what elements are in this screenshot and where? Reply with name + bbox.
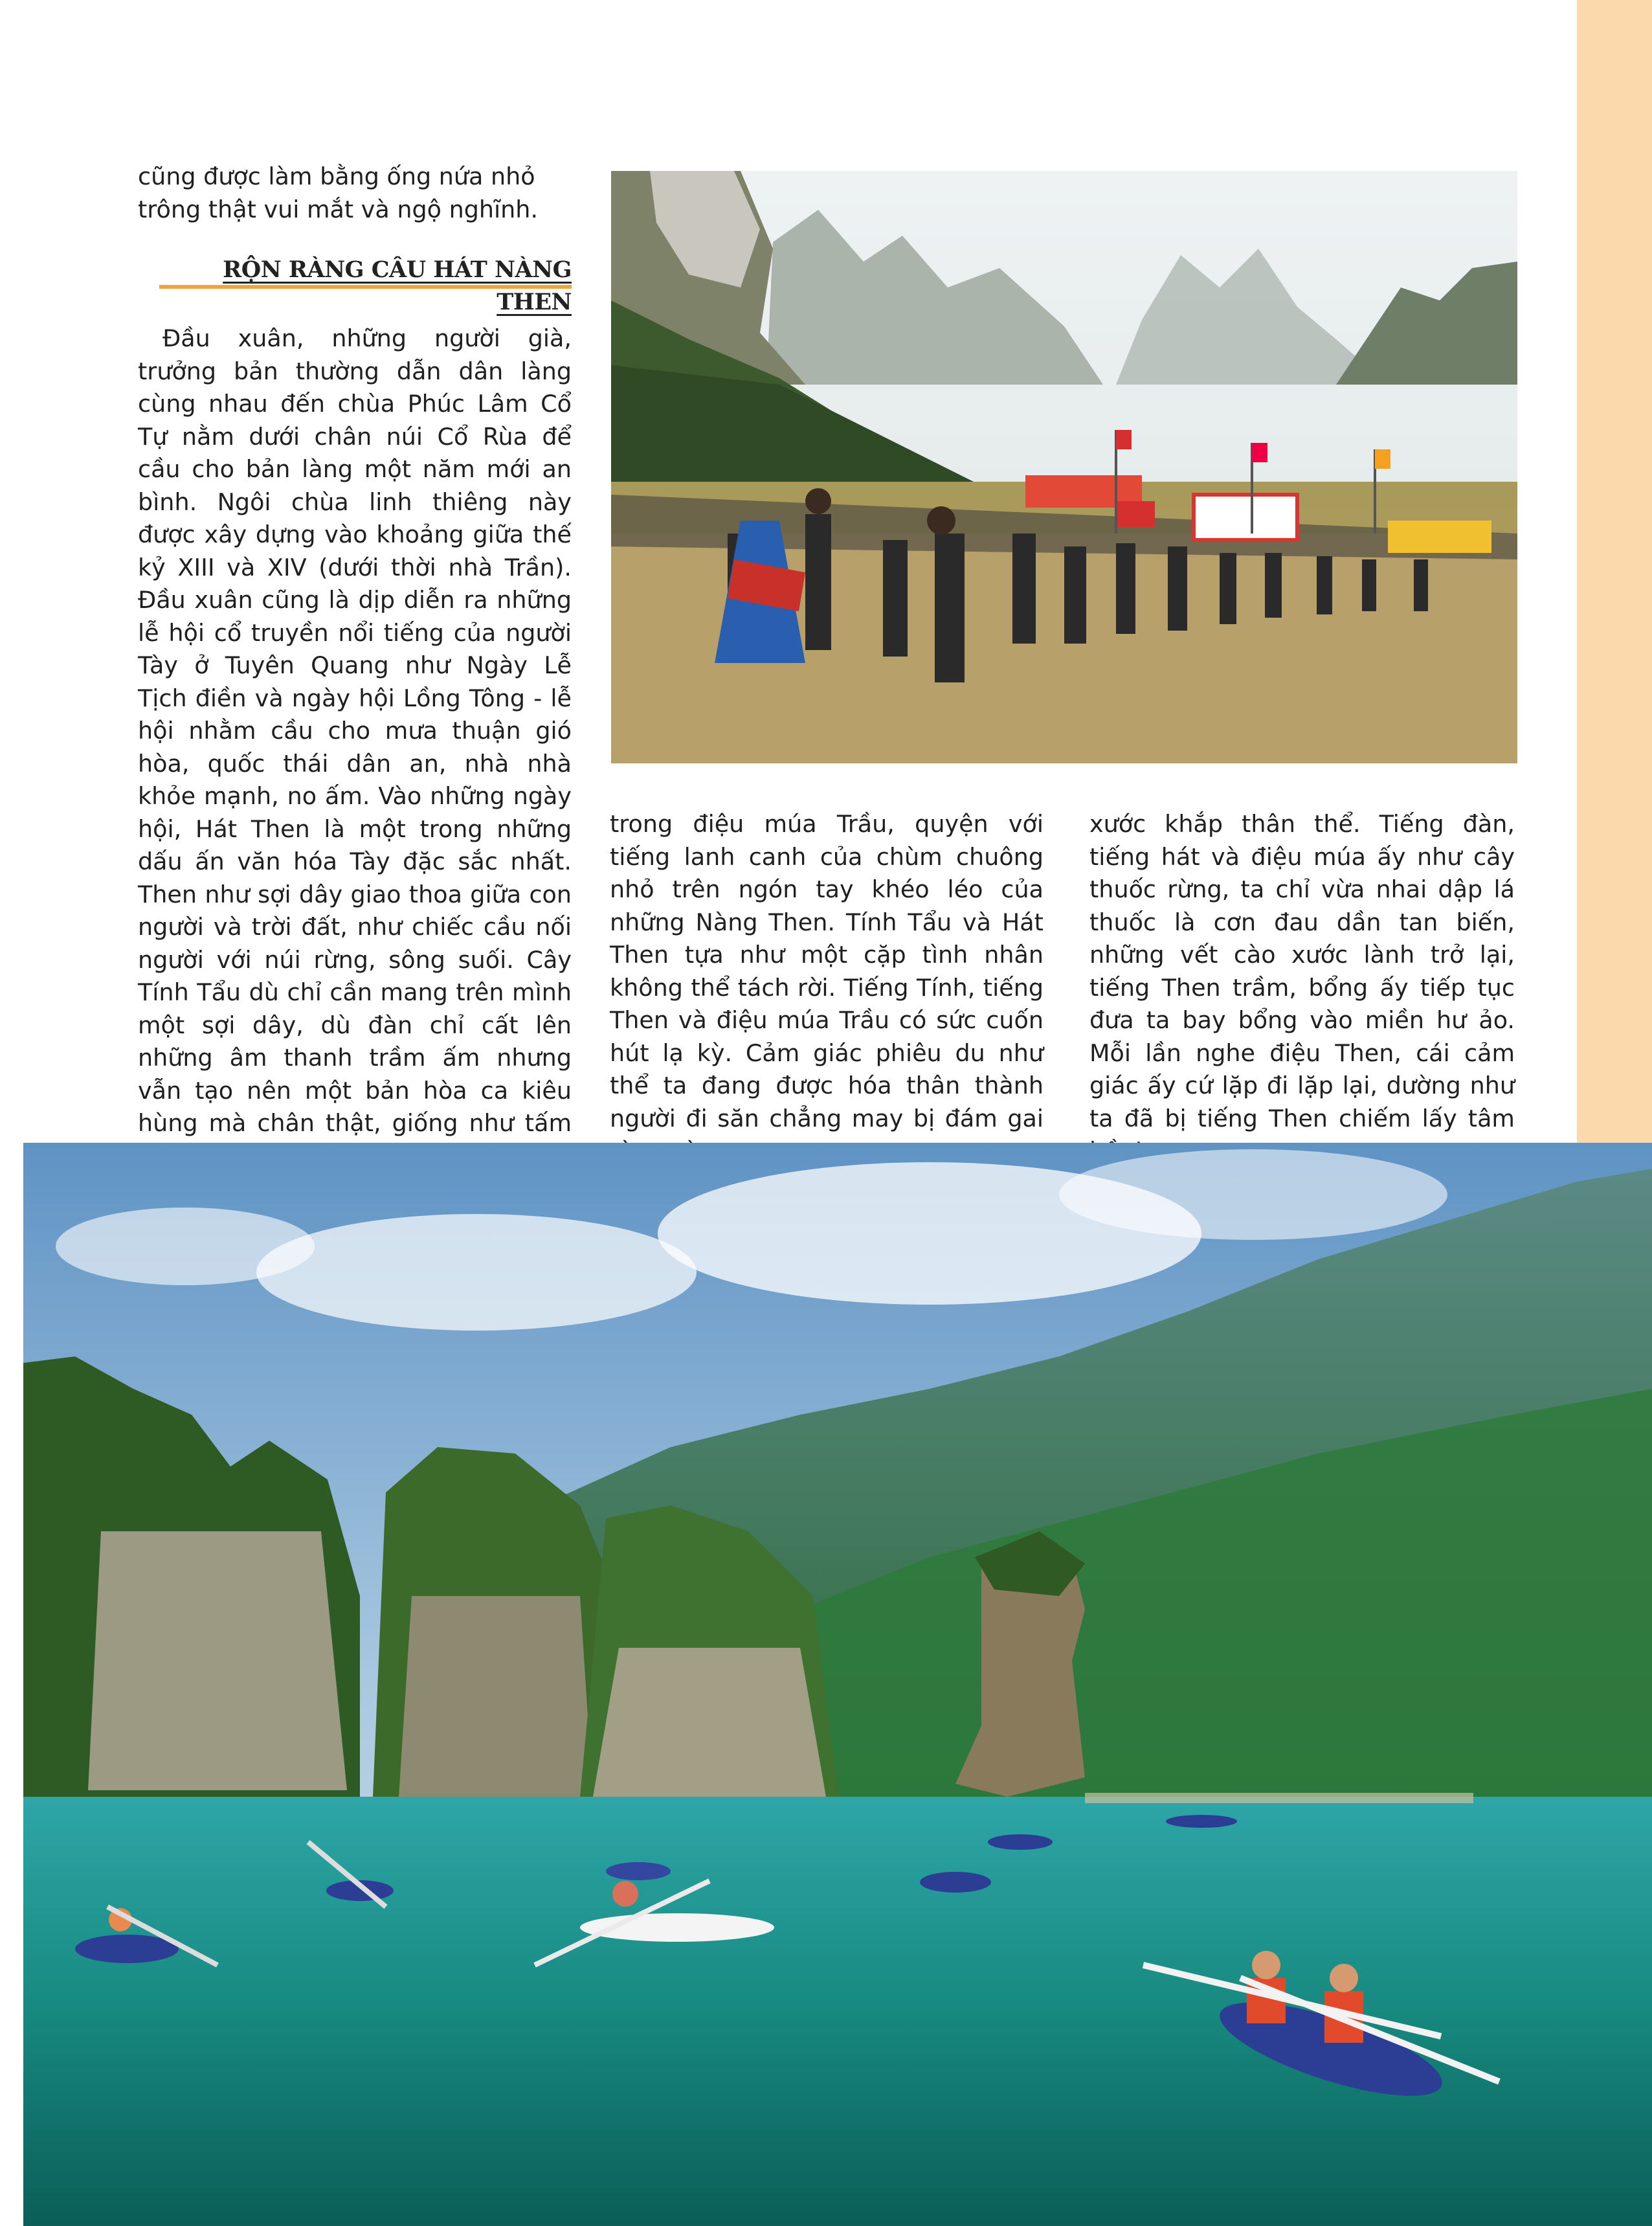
- accent-side-strip: [1577, 0, 1652, 1143]
- intro-text: cũng được làm bằng ống nứa nhỏ trông thật vui mắt và ngộ nghĩnh.: [138, 163, 539, 223]
- festival-photo: [611, 171, 1517, 763]
- article-column-3: [1089, 808, 1515, 1168]
- lake-kayak-photo: [23, 1143, 1652, 2226]
- festival-photo-illustration: [611, 171, 1517, 763]
- article-column-1: [138, 322, 572, 1206]
- lake-kayak-illustration: [23, 1143, 1652, 2226]
- heading-underline: [159, 285, 572, 289]
- article-column-2: [610, 808, 1044, 1168]
- section-heading: RỘN RÀNG CÂU HÁT NÀNG THEN: [223, 256, 572, 315]
- column-2-text: trong điệu múa Trầu, quyện với tiếng lanh canh của chùm chuông nhỏ trên ngón tay khéo léo của những Nàng Then. Tính Tẩu và Hát Then tựa như một cặp tình nhân không thể tách rời. Tiếng Tính, tiếng Then và điệu múa Trầu có sức cuốn hút lạ kỳ. Cảm giác phiêu du như thể ta đang được hóa thân thành người đi săn chẳng may bị đám gai: [610, 810, 1044, 1132]
- intro-paragraph: [138, 161, 572, 226]
- column-1-text: Đầu xuân, những người già, trưởng bản thường dẫn dân làng cùng nhau đến chùa Phúc Lâm Cổ Tự nằm dưới chân núi Cổ Rùa để cầu cho bản làng một năm mới an bình. Ngôi chùa linh thiêng này được xây dựng vào khoảng giữa thế kỷ XIII và XIV (dưới thời nhà Trần). Đầu xuân cũng là dịp diễn ra những lễ hội cổ truyền nổi tiếng của người Tày ở Tuyên Quang như Ngày Lễ Tịch điền và ngày hội Lồng Tông - lễ hội nhằm cầu cho mưa thuận gió hòa, quốc thái dân an, nhà nhà khỏe mạnh, no ấm. Vào những ngày hội, Hát Then là một trong những dấu ấn văn hóa Tày đặc sắc nhất. Then như sợi dây giao thoa giữa con người và trời đất, như chiếc cầu nối người với núi rừng, sông suối. Cây Tính Tẩu dù chỉ cần mang trên mình một sợi dây, dù đàn chỉ cất lên những âm thanh trầm ấm nhưng vẫn tạo nên một bản hòa ca kiêu hùng mà chân thật, giống như tấm: [138, 324, 572, 1137]
- column-3-text: xước khắp thân thể. Tiếng đàn, tiếng hát và điệu múa ấy như cây thuốc rừng, ta chỉ vừa nhai dập lá thuốc là cơn đau dần tan biến, những vết cào xước lành trở lại, tiếng Then trầm, bổng ấy tiếp tục đưa ta bay bổng vào miền hư ảo. Mỗi lần nghe điệu Then, cái cảm giác ấy cứ lặp đi lặp lại, dường như ta đã bị tiếng Then chiếm lấy tâm: [1089, 810, 1515, 1132]
